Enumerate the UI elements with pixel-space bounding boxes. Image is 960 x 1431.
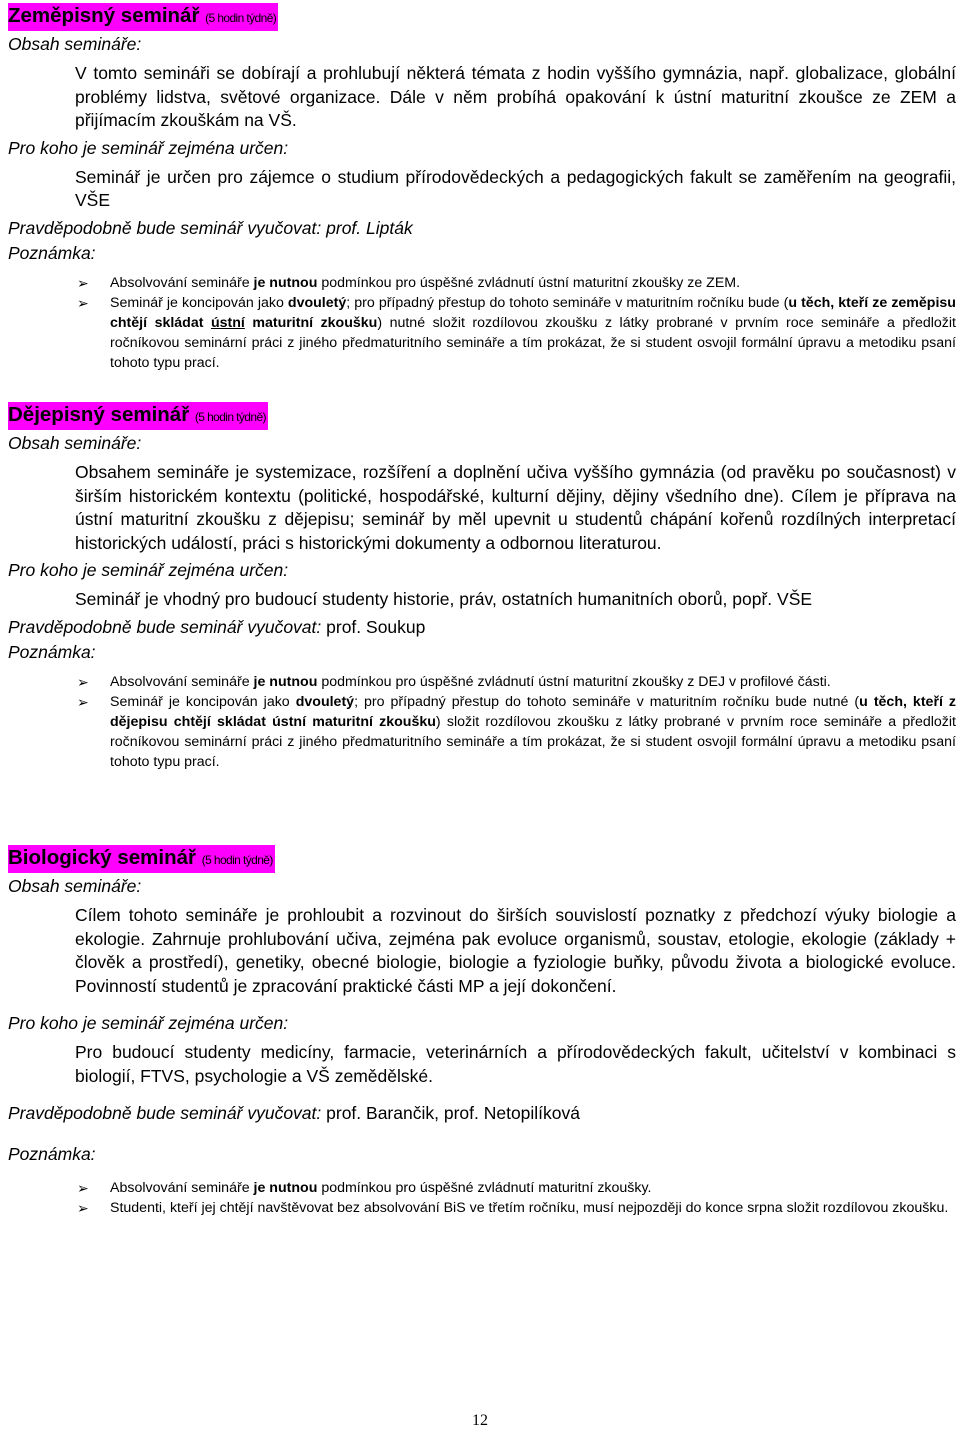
arrow-bullet-icon: ➢ — [77, 294, 89, 311]
note-label: Poznámka: — [8, 1144, 96, 1164]
section-title-text: Dějepisný seminář — [8, 403, 190, 426]
section-hours: (5 hodin týdně) — [194, 410, 266, 424]
section-title-text: Biologický seminář — [8, 846, 196, 869]
content-label: Obsah semináře: — [8, 876, 142, 896]
arrow-bullet-icon: ➢ — [77, 274, 89, 291]
content-label: Obsah semináře: — [8, 433, 142, 453]
arrow-bullet-icon: ➢ — [77, 1180, 89, 1196]
section-hours: (5 hodin týdně) — [205, 11, 277, 25]
target-text: Pro budoucí studenty medicíny, farmacie, veterinárních a přírodovědeckých fakult, učitelství v kombinaci s biologií, FTVS, psychologie a VŠ zemědělské. — [75, 1042, 956, 1086]
note-label: Poznámka: — [8, 641, 96, 662]
note-list — [8, 273, 958, 373]
target-text: Seminář je určen pro zájemce o studium přírodovědeckých a pedagogických fakult se zaměřením na geografii, VŠE — [75, 166, 956, 210]
content-text: Cílem tohoto semináře je prohloubit a rozvinout do širších souvislostí poznatky z předchozí výuky biologie a ekologie. Zahrnuje prohlubování učiva, zejména pak evoluce organismů, soustav, etologie, ekologie (základy + člověk a prostředí), genetiky, obecné biologie, biologie a fyziologie buňky, původu života a biologické evoluce. Povinností studentů je zpracování praktické části MP a její dokončení. — [75, 905, 956, 996]
list-item: ➢ Absolvování semináře je nutnou podmínkou pro úspěšné zvládnutí ústní maturitní zkoušky z DEJ v profilové části. — [77, 673, 831, 690]
note-list — [8, 1178, 958, 1218]
teacher-line — [8, 217, 958, 240]
list-item: ➢ Seminář je koncipován jako dvouletý; pro případný přestup do tohoto semináře v maturitním ročníku bude nutné (u těch, kteří z dějepisu chtějí skládat ústní maturitní zkoušku) složit rozdílovou zkoušku z látky probrané v prvním roce semináře a předložit ročníkovou seminární práci z jiného předmaturitního semináře a tím prokázat, že si student osvojil formální úpravu a metodiku psaní tohoto typu prací. — [77, 693, 957, 770]
section-title — [8, 845, 275, 873]
section-title-text: Zeměpisný seminář — [8, 4, 200, 27]
teacher-line — [8, 616, 958, 639]
list-item: ➢ Absolvování semináře je nutnou podmínkou pro úspěšné zvládnutí maturitní zkoušky. — [77, 1180, 652, 1196]
list-item: ➢ Absolvování semináře je nutnou podmínkou pro úspěšné zvládnutí ústní maturitní zkoušky ze ZEM. — [77, 274, 741, 291]
arrow-bullet-icon: ➢ — [77, 1200, 89, 1216]
teacher-name: prof. Barančik, prof. Netopilíková — [326, 1103, 581, 1123]
section-title — [8, 402, 268, 430]
teacher-label: Pravděpodobně bude seminář vyučovat: — [8, 1103, 322, 1123]
section-title — [8, 3, 278, 31]
target-label: Pro koho je seminář zejména určen: — [8, 1013, 289, 1033]
teacher-name: prof. Soukup — [326, 616, 426, 637]
note-label: Poznámka: — [8, 242, 96, 263]
section-biology — [8, 845, 958, 1218]
teacher-name: prof. Lipták — [326, 217, 413, 238]
teacher-label: Pravděpodobně bude seminář vyučovat: — [8, 616, 322, 637]
arrow-bullet-icon: ➢ — [77, 693, 89, 710]
list-item: ➢ Seminář je koncipován jako dvouletý; pro případný přestup do tohoto semináře v maturitním ročníku bude (u těch, kteří ze zeměpisu chtějí skládat ústní maturitní zkoušku) nutné složit rozdílovou zkoušku z látky probrané v prvním roce semináře a předložit ročníkovou seminární práci z jiného předmaturitního semináře a tím prokázat, že si student osvojil formální úpravu a metodiku psaní tohoto typu prací. — [77, 294, 956, 371]
teacher-label: Pravděpodobně bude seminář vyučovat: — [8, 217, 322, 238]
list-item: ➢ Studenti, kteří jej chtějí navštěvovat bez absolvování BiS ve třetím ročníku, musí nejpozději do konce srpna složit rozdílovou zkoušku. — [77, 1200, 949, 1216]
section-geography — [8, 3, 958, 373]
target-label: Pro koho je seminář zejména určen: — [8, 560, 289, 580]
content-text: V tomto semináři se dobírají a prohlubují některá témata z hodin vyššího gymnázia, např. globalizace, globální problémy lidstva, světové organizace. Dále v něm probíhá opakování k ústní maturitní zkoušce ze ZEM a přijímacím zkouškám na VŠ. — [75, 63, 956, 130]
arrow-bullet-icon: ➢ — [77, 673, 89, 690]
content-text: Obsahem semináře je systemizace, rozšíření a doplnění učiva vyššího gymnázia (od pravěku po současnost) v širším historickém kontextu (politické, hospodářské, kulturní dějiny, dějiny všedního dne). Cílem je příprava na ústní maturitní zkoušku z dějepisu; seminář by měl upevnit u studentů chápání kořenů rozdílných interpretací historických událostí, práci s historickými dokumenty a odbornou literaturou. — [75, 462, 956, 553]
note-list — [8, 672, 958, 772]
page-number: 12 — [472, 1412, 488, 1429]
target-text: Seminář je vhodný pro budoucí studenty historie, práv, ostatních humanitních oborů, popř. VŠE — [75, 589, 813, 609]
section-hours: (5 hodin týdně) — [201, 853, 273, 867]
section-history — [8, 402, 958, 772]
target-label: Pro koho je seminář zejména určen: — [8, 137, 289, 158]
content-label: Obsah semináře: — [8, 34, 142, 54]
teacher-line — [8, 1102, 958, 1125]
